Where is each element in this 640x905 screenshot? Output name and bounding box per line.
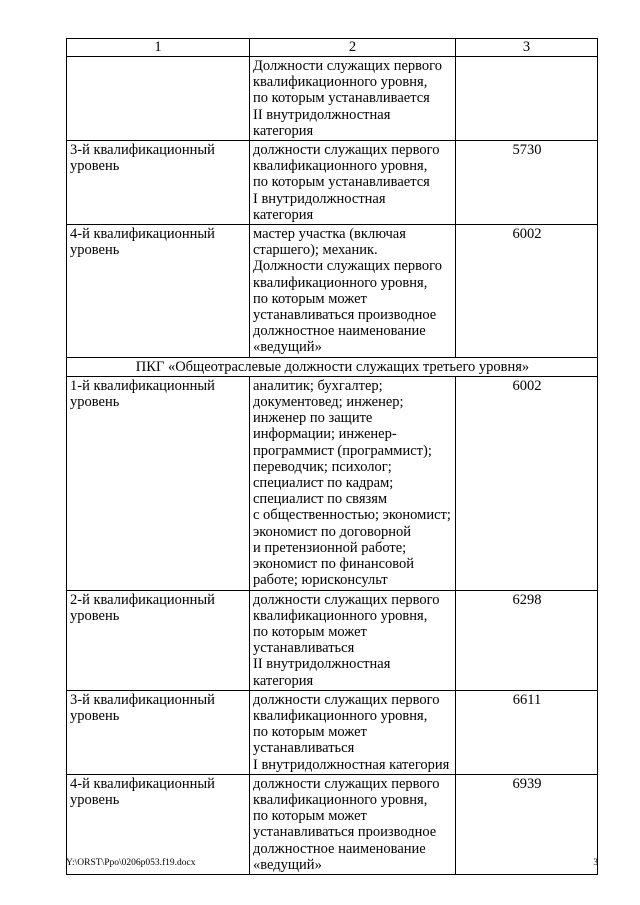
positions-cell bbox=[250, 590, 456, 690]
position-line: по которым может bbox=[253, 290, 367, 307]
position-line: мастер участка (включая bbox=[253, 226, 406, 243]
position-line: должности служащих первого bbox=[253, 775, 440, 792]
positions-cell bbox=[250, 225, 456, 358]
table-row bbox=[67, 690, 598, 774]
table-row bbox=[67, 225, 598, 358]
file-path: Y:\ORST\Ppo\0206p053.f19.docx bbox=[66, 858, 196, 868]
positions-cell bbox=[250, 57, 456, 141]
group-header-row bbox=[67, 357, 598, 376]
position-line: квалификационного уровня, bbox=[253, 74, 428, 91]
qualification-level bbox=[67, 57, 250, 141]
position-line: должности служащих первого bbox=[253, 591, 440, 608]
salary-value bbox=[456, 57, 598, 141]
position-line: должностное наименование bbox=[253, 323, 426, 340]
position-line: устанавливаться bbox=[253, 640, 355, 657]
position-line: устанавливаться производное bbox=[253, 824, 437, 841]
qualification-level: 4-й квалификационный уровень bbox=[67, 225, 250, 358]
position-line: по которым может bbox=[253, 808, 367, 825]
table-row bbox=[67, 590, 598, 690]
position-line: II внутридолжностная категория bbox=[253, 656, 391, 689]
position-line: экономист по договорной bbox=[253, 523, 411, 540]
position-line: устанавливаться производное bbox=[253, 307, 437, 324]
position-line: программист (программист); bbox=[253, 442, 432, 459]
column-number-2: 2 bbox=[250, 39, 456, 57]
position-line: по которым устанавливается bbox=[253, 90, 430, 107]
positions-cell bbox=[250, 774, 456, 874]
position-line: II внутридолжностная bbox=[253, 106, 391, 123]
position-line: квалификационного уровня, bbox=[253, 158, 428, 175]
qualification-level: 3-й квалификационный уровень bbox=[67, 141, 250, 225]
position-line: по которым устанавливается bbox=[253, 174, 430, 191]
qualification-level: 3-й квалификационный уровень bbox=[67, 690, 250, 774]
position-line: квалификационного уровня, bbox=[253, 791, 428, 808]
position-line: инженер по защите bbox=[253, 410, 373, 427]
positions-cell bbox=[250, 376, 456, 590]
page-number: 3 bbox=[593, 858, 598, 868]
position-line: квалификационного уровня, bbox=[253, 707, 428, 724]
position-line: и претензионной работе; bbox=[253, 539, 407, 556]
table-body bbox=[67, 57, 598, 875]
position-line: должностное наименование bbox=[253, 840, 426, 857]
salary-value: 5730 bbox=[456, 141, 598, 225]
position-line: категория bbox=[253, 206, 314, 223]
position-line: Должности служащих первого bbox=[253, 58, 442, 74]
group-title: ПКГ «Общеотраслевые должности служащих третьего уровня» bbox=[67, 357, 598, 376]
positions-cell bbox=[250, 690, 456, 774]
position-line: переводчик; психолог; bbox=[253, 458, 392, 475]
salary-value: 6298 bbox=[456, 590, 598, 690]
column-number-1: 1 bbox=[67, 39, 250, 57]
column-number-3: 3 bbox=[456, 39, 598, 57]
position-line: должности служащих первого bbox=[253, 142, 440, 159]
position-line: документовед; инженер; bbox=[253, 394, 404, 411]
position-line: «ведущий» bbox=[253, 339, 322, 356]
position-line: по которым может bbox=[253, 623, 367, 640]
position-line: с общественностью; экономист; bbox=[253, 507, 451, 524]
salary-value: 6939 bbox=[456, 774, 598, 874]
salary-value: 6611 bbox=[456, 690, 598, 774]
table-row bbox=[67, 141, 598, 225]
qualification-level: 4-й квалификационный уровень bbox=[67, 774, 250, 874]
position-line: I внутридолжностная категория bbox=[253, 756, 450, 773]
position-line: категория bbox=[253, 122, 314, 139]
position-line: специалист по кадрам; bbox=[253, 475, 394, 492]
position-line: работе; юрисконсульт bbox=[253, 572, 388, 589]
column-number-row bbox=[67, 39, 598, 57]
table-row bbox=[67, 57, 598, 141]
position-line: должности служащих первого bbox=[253, 691, 440, 708]
position-line: Должности служащих первого bbox=[253, 258, 442, 275]
position-line: квалификационного уровня, bbox=[253, 274, 428, 291]
qualification-level: 2-й квалификационный уровень bbox=[67, 590, 250, 690]
position-line: аналитик; бухгалтер; bbox=[253, 377, 383, 394]
table-row bbox=[67, 376, 598, 590]
salary-value: 6002 bbox=[456, 225, 598, 358]
position-line: устанавливаться bbox=[253, 740, 355, 757]
position-line: специалист по связям bbox=[253, 491, 388, 508]
qualification-level: 1-й квалификационный уровень bbox=[67, 376, 250, 590]
positions-cell bbox=[250, 141, 456, 225]
position-line: «ведущий» bbox=[253, 856, 322, 873]
position-line: информации; инженер- bbox=[253, 426, 397, 443]
position-line: по которым может bbox=[253, 724, 367, 741]
position-line: экономист по финансовой bbox=[253, 556, 415, 573]
position-line: старшего); механик. bbox=[253, 242, 378, 259]
salary-value: 6002 bbox=[456, 376, 598, 590]
position-line: I внутридолжностная bbox=[253, 190, 386, 207]
position-line: квалификационного уровня, bbox=[253, 607, 428, 624]
salary-table bbox=[66, 38, 598, 875]
